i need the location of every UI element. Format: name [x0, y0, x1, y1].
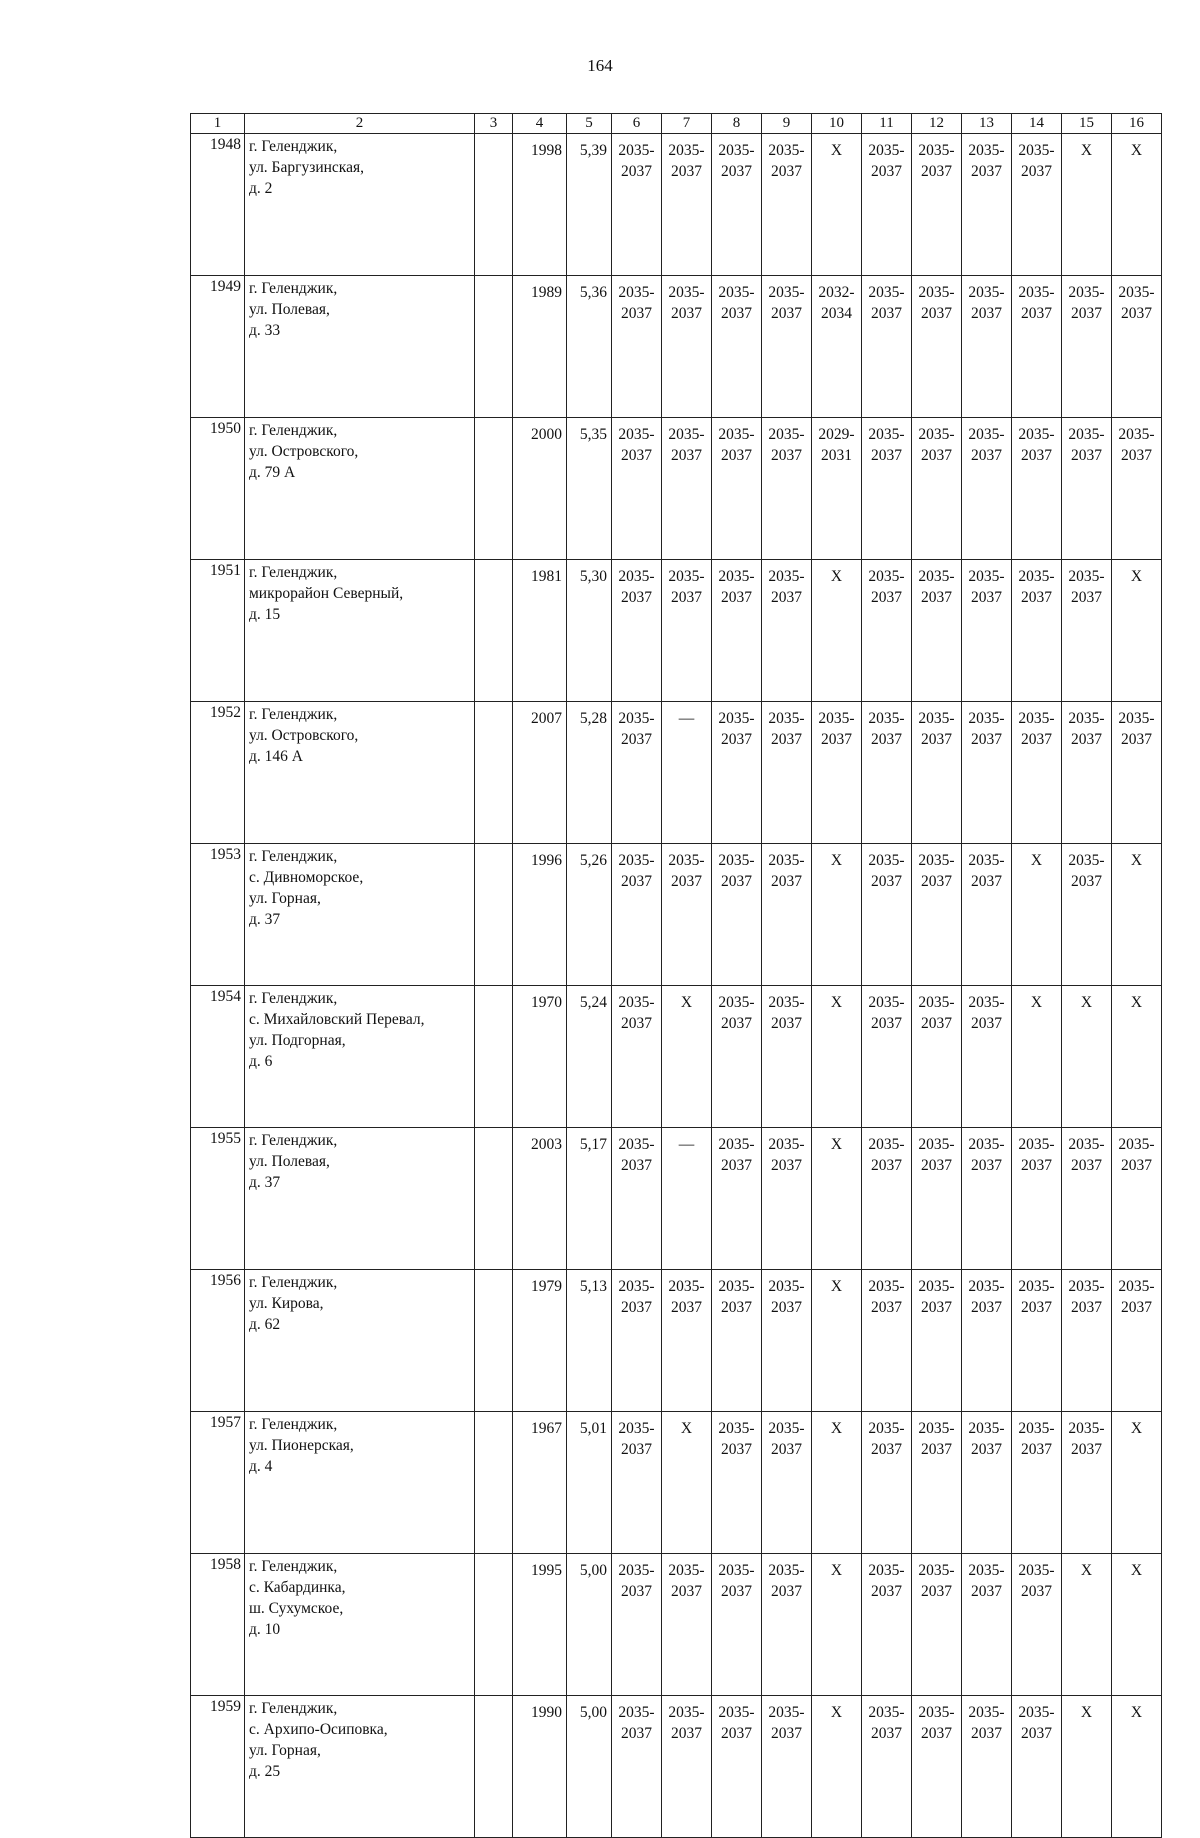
- row-number: 1955: [191, 1128, 245, 1270]
- period-cell: 2035- 2037: [962, 1128, 1012, 1270]
- period-cell: X: [812, 560, 862, 702]
- address-line: д. 2: [249, 180, 273, 197]
- period-cell: 2035- 2037: [962, 1554, 1012, 1696]
- row-number: 1954: [191, 986, 245, 1128]
- period-cell: 2035- 2037: [962, 1412, 1012, 1554]
- address-line: с. Дивноморское,: [249, 869, 364, 886]
- period-cell: 2029- 2031: [812, 418, 862, 560]
- year-cell: 1970: [513, 986, 567, 1128]
- period-cell: 2035- 2037: [712, 560, 762, 702]
- period-cell: X: [1062, 134, 1112, 276]
- period-cell: 2035- 2037: [712, 1554, 762, 1696]
- period-cell: 2035- 2037: [662, 134, 712, 276]
- value-cell: 5,36: [567, 276, 612, 418]
- year-cell: 1981: [513, 560, 567, 702]
- column-3-cell: [475, 1412, 513, 1554]
- period-cell: 2035- 2037: [612, 418, 662, 560]
- period-cell: 2035- 2037: [1012, 560, 1062, 702]
- period-cell: 2035- 2037: [1012, 1696, 1062, 1838]
- period-cell: 2035- 2037: [912, 702, 962, 844]
- period-cell: 2035- 2037: [712, 1128, 762, 1270]
- address-line: с. Михайловский Перевал,: [249, 1011, 425, 1028]
- period-cell: 2035- 2037: [762, 560, 812, 702]
- address-cell: [245, 1128, 475, 1270]
- value-cell: 5,28: [567, 702, 612, 844]
- period-cell: 2035- 2037: [1112, 1128, 1162, 1270]
- address-line: с. Кабардинка,: [249, 1579, 346, 1596]
- period-cell: 2035- 2037: [912, 1412, 962, 1554]
- value-cell: 5,13: [567, 1270, 612, 1412]
- period-cell: 2035- 2037: [1062, 1412, 1112, 1554]
- period-cell: 2035- 2037: [1012, 1412, 1062, 1554]
- period-cell: 2035- 2037: [962, 560, 1012, 702]
- period-cell: 2035- 2037: [1062, 418, 1112, 560]
- address-line: ул. Горная,: [249, 890, 321, 907]
- address-cell: [245, 560, 475, 702]
- year-cell: 1979: [513, 1270, 567, 1412]
- period-cell: 2035- 2037: [612, 986, 662, 1128]
- period-cell: 2035- 2037: [912, 1696, 962, 1838]
- period-cell: 2035- 2037: [1112, 276, 1162, 418]
- address-line: г. Геленджик,: [249, 848, 338, 865]
- table-row: [191, 702, 1162, 844]
- period-cell: X: [1012, 844, 1062, 986]
- period-cell: 2035- 2037: [862, 560, 912, 702]
- column-header: 10: [812, 114, 862, 134]
- column-header: 12: [912, 114, 962, 134]
- address-cell: [245, 986, 475, 1128]
- period-cell: X: [812, 844, 862, 986]
- period-cell: 2035- 2037: [912, 1554, 962, 1696]
- period-cell: 2035- 2037: [1012, 1554, 1062, 1696]
- period-cell: X: [1112, 1696, 1162, 1838]
- period-cell: 2035- 2037: [912, 844, 962, 986]
- period-cell: 2035- 2037: [912, 986, 962, 1128]
- address-line: д. 6: [249, 1053, 273, 1070]
- table-row: [191, 276, 1162, 418]
- period-cell: 2035- 2037: [1012, 276, 1062, 418]
- address-line: г. Геленджик,: [249, 422, 338, 439]
- period-cell: 2035- 2037: [862, 844, 912, 986]
- period-cell: X: [1112, 1554, 1162, 1696]
- address-line: ш. Сухумское,: [249, 1600, 344, 1617]
- period-cell: 2032- 2034: [812, 276, 862, 418]
- row-number: 1958: [191, 1554, 245, 1696]
- address-cell: [245, 702, 475, 844]
- period-cell: 2035- 2037: [1012, 418, 1062, 560]
- period-cell: 2035- 2037: [912, 1270, 962, 1412]
- period-cell: 2035- 2037: [662, 1696, 712, 1838]
- column-3-cell: [475, 418, 513, 560]
- period-cell: 2035- 2037: [962, 276, 1012, 418]
- address-line: ул. Подгорная,: [249, 1032, 346, 1049]
- period-cell: 2035- 2037: [662, 276, 712, 418]
- column-header: 9: [762, 114, 812, 134]
- year-cell: 1990: [513, 1696, 567, 1838]
- table-row: [191, 1554, 1162, 1696]
- period-cell: 2035- 2037: [612, 1128, 662, 1270]
- period-cell: 2035- 2037: [712, 702, 762, 844]
- period-cell: 2035- 2037: [712, 1270, 762, 1412]
- column-header: 15: [1062, 114, 1112, 134]
- address-line: г. Геленджик,: [249, 1132, 338, 1149]
- table-row: [191, 1696, 1162, 1838]
- period-cell: X: [812, 1128, 862, 1270]
- column-3-cell: [475, 1270, 513, 1412]
- period-cell: 2035- 2037: [1112, 418, 1162, 560]
- table-row: [191, 844, 1162, 986]
- address-line: г. Геленджик,: [249, 138, 338, 155]
- period-cell: 2035- 2037: [862, 1696, 912, 1838]
- column-header: 5: [567, 114, 612, 134]
- period-cell: 2035- 2037: [962, 134, 1012, 276]
- address-line: д. 33: [249, 322, 281, 339]
- period-cell: 2035- 2037: [612, 276, 662, 418]
- period-cell: 2035- 2037: [762, 986, 812, 1128]
- period-cell: 2035- 2037: [1062, 1270, 1112, 1412]
- row-number: 1951: [191, 560, 245, 702]
- row-number: 1957: [191, 1412, 245, 1554]
- period-cell: X: [1112, 1412, 1162, 1554]
- period-cell: X: [662, 986, 712, 1128]
- address-line: д. 25: [249, 1763, 281, 1780]
- period-cell: 2035- 2037: [912, 418, 962, 560]
- column-header: 4: [513, 114, 567, 134]
- period-cell: X: [1062, 1696, 1112, 1838]
- table-row: [191, 1412, 1162, 1554]
- address-cell: [245, 276, 475, 418]
- column-header: 2: [245, 114, 475, 134]
- address-line: г. Геленджик,: [249, 1274, 338, 1291]
- period-cell: 2035- 2037: [1112, 1270, 1162, 1412]
- value-cell: 5,00: [567, 1696, 612, 1838]
- value-cell: 5,26: [567, 844, 612, 986]
- address-cell: [245, 1554, 475, 1696]
- year-cell: 1967: [513, 1412, 567, 1554]
- address-line: г. Геленджик,: [249, 1558, 338, 1575]
- address-line: г. Геленджик,: [249, 706, 338, 723]
- period-cell: 2035- 2037: [762, 1554, 812, 1696]
- value-cell: 5,24: [567, 986, 612, 1128]
- period-cell: X: [812, 1554, 862, 1696]
- period-cell: 2035- 2037: [612, 844, 662, 986]
- row-number: 1959: [191, 1696, 245, 1838]
- registry-table: [190, 113, 1162, 1838]
- address-line: д. 15: [249, 606, 281, 623]
- year-cell: 1995: [513, 1554, 567, 1696]
- value-cell: 5,30: [567, 560, 612, 702]
- period-cell: 2035- 2037: [762, 134, 812, 276]
- column-header: 8: [712, 114, 762, 134]
- period-cell: X: [812, 134, 862, 276]
- period-cell: 2035- 2037: [912, 276, 962, 418]
- page-number: 164: [587, 56, 613, 75]
- address-line: ул. Островского,: [249, 727, 359, 744]
- address-line: д. 10: [249, 1621, 281, 1638]
- period-cell: 2035- 2037: [662, 1554, 712, 1696]
- column-header: 14: [1012, 114, 1062, 134]
- period-cell: 2035- 2037: [762, 1696, 812, 1838]
- period-cell: 2035- 2037: [862, 418, 912, 560]
- address-line: ул. Островского,: [249, 443, 359, 460]
- period-cell: 2035- 2037: [962, 702, 1012, 844]
- address-cell: [245, 134, 475, 276]
- period-cell: X: [1062, 986, 1112, 1128]
- column-3-cell: [475, 1554, 513, 1696]
- value-cell: 5,35: [567, 418, 612, 560]
- period-cell: 2035- 2037: [1062, 702, 1112, 844]
- period-cell: 2035- 2037: [912, 1128, 962, 1270]
- row-number: 1950: [191, 418, 245, 560]
- period-cell: 2035- 2037: [962, 1270, 1012, 1412]
- table-row: [191, 986, 1162, 1128]
- address-line: г. Геленджик,: [249, 1700, 338, 1717]
- address-line: ул. Кирова,: [249, 1295, 324, 1312]
- year-cell: 1989: [513, 276, 567, 418]
- value-cell: 5,39: [567, 134, 612, 276]
- period-cell: 2035- 2037: [862, 702, 912, 844]
- address-line: д. 37: [249, 1174, 281, 1191]
- column-header: 6: [612, 114, 662, 134]
- row-number: 1948: [191, 134, 245, 276]
- period-cell: X: [812, 1696, 862, 1838]
- column-header: 3: [475, 114, 513, 134]
- address-line: г. Геленджик,: [249, 1416, 338, 1433]
- period-cell: 2035- 2037: [962, 1696, 1012, 1838]
- period-cell: 2035- 2037: [612, 702, 662, 844]
- period-cell: 2035- 2037: [612, 134, 662, 276]
- address-line: ул. Пионерская,: [249, 1437, 354, 1454]
- address-cell: [245, 418, 475, 560]
- period-cell: 2035- 2037: [662, 560, 712, 702]
- period-cell: 2035- 2037: [1112, 702, 1162, 844]
- period-cell: 2035- 2037: [662, 1270, 712, 1412]
- period-cell: X: [662, 1412, 712, 1554]
- period-cell: 2035- 2037: [612, 1412, 662, 1554]
- address-line: с. Архипо-Осиповка,: [249, 1721, 388, 1738]
- period-cell: 2035- 2037: [712, 1696, 762, 1838]
- period-cell: 2035- 2037: [962, 986, 1012, 1128]
- address-cell: [245, 1696, 475, 1838]
- column-header-row: [191, 114, 1162, 134]
- period-cell: 2035- 2037: [1062, 1128, 1112, 1270]
- period-cell: 2035- 2037: [612, 1554, 662, 1696]
- period-cell: 2035- 2037: [662, 418, 712, 560]
- period-cell: 2035- 2037: [762, 1270, 812, 1412]
- period-cell: 2035- 2037: [712, 134, 762, 276]
- period-cell: 2035- 2037: [1012, 134, 1062, 276]
- row-number: 1956: [191, 1270, 245, 1412]
- period-cell: 2035- 2037: [762, 702, 812, 844]
- row-number: 1953: [191, 844, 245, 986]
- address-line: д. 37: [249, 911, 281, 928]
- period-cell: 2035- 2037: [912, 560, 962, 702]
- period-cell: 2035- 2037: [862, 986, 912, 1128]
- table-row: [191, 1128, 1162, 1270]
- row-number: 1952: [191, 702, 245, 844]
- period-cell: X: [1112, 844, 1162, 986]
- period-cell: 2035- 2037: [612, 1696, 662, 1838]
- period-cell: 2035- 2037: [762, 844, 812, 986]
- address-cell: [245, 844, 475, 986]
- address-line: ул. Полевая,: [249, 1153, 330, 1170]
- period-cell: —: [662, 702, 712, 844]
- year-cell: 2007: [513, 702, 567, 844]
- column-3-cell: [475, 560, 513, 702]
- period-cell: 2035- 2037: [1062, 560, 1112, 702]
- period-cell: X: [1062, 1554, 1112, 1696]
- column-header: 16: [1112, 114, 1162, 134]
- year-cell: 2000: [513, 418, 567, 560]
- period-cell: 2035- 2037: [712, 1412, 762, 1554]
- period-cell: X: [812, 986, 862, 1128]
- period-cell: 2035- 2037: [762, 1412, 812, 1554]
- value-cell: 5,17: [567, 1128, 612, 1270]
- address-line: г. Геленджик,: [249, 280, 338, 297]
- period-cell: 2035- 2037: [712, 276, 762, 418]
- column-3-cell: [475, 1128, 513, 1270]
- period-cell: 2035- 2037: [962, 844, 1012, 986]
- address-line: д. 62: [249, 1316, 281, 1333]
- period-cell: 2035- 2037: [662, 844, 712, 986]
- column-header: 13: [962, 114, 1012, 134]
- period-cell: X: [812, 1270, 862, 1412]
- period-cell: 2035- 2037: [1012, 1128, 1062, 1270]
- address-line: д. 79 А: [249, 464, 296, 481]
- period-cell: 2035- 2037: [812, 702, 862, 844]
- address-line: д. 4: [249, 1458, 273, 1475]
- value-cell: 5,01: [567, 1412, 612, 1554]
- period-cell: X: [1112, 986, 1162, 1128]
- address-line: г. Геленджик,: [249, 564, 338, 581]
- period-cell: 2035- 2037: [862, 1554, 912, 1696]
- period-cell: 2035- 2037: [762, 276, 812, 418]
- column-header: 11: [862, 114, 912, 134]
- address-line: ул. Полевая,: [249, 301, 330, 318]
- period-cell: 2035- 2037: [712, 986, 762, 1128]
- table-row: [191, 560, 1162, 702]
- period-cell: 2035- 2037: [912, 134, 962, 276]
- year-cell: 1998: [513, 134, 567, 276]
- period-cell: 2035- 2037: [862, 1412, 912, 1554]
- period-cell: 2035- 2037: [762, 418, 812, 560]
- column-header: 1: [191, 114, 245, 134]
- period-cell: X: [812, 1412, 862, 1554]
- period-cell: —: [662, 1128, 712, 1270]
- address-line: микрорайон Северный,: [249, 585, 404, 602]
- period-cell: 2035- 2037: [862, 276, 912, 418]
- table-row: [191, 418, 1162, 560]
- period-cell: X: [1112, 560, 1162, 702]
- year-cell: 1996: [513, 844, 567, 986]
- period-cell: 2035- 2037: [712, 844, 762, 986]
- period-cell: X: [1012, 986, 1062, 1128]
- column-3-cell: [475, 844, 513, 986]
- column-3-cell: [475, 134, 513, 276]
- period-cell: 2035- 2037: [862, 1270, 912, 1412]
- column-header: 7: [662, 114, 712, 134]
- row-number: 1949: [191, 276, 245, 418]
- column-3-cell: [475, 276, 513, 418]
- column-3-cell: [475, 1696, 513, 1838]
- period-cell: 2035- 2037: [712, 418, 762, 560]
- table-body: [191, 114, 1162, 1838]
- period-cell: 2035- 2037: [762, 1128, 812, 1270]
- period-cell: 2035- 2037: [612, 1270, 662, 1412]
- period-cell: 2035- 2037: [1012, 702, 1062, 844]
- address-cell: [245, 1412, 475, 1554]
- address-line: д. 146 А: [249, 748, 303, 765]
- period-cell: 2035- 2037: [1062, 276, 1112, 418]
- value-cell: 5,00: [567, 1554, 612, 1696]
- period-cell: 2035- 2037: [1012, 1270, 1062, 1412]
- table-row: [191, 134, 1162, 276]
- period-cell: 2035- 2037: [1062, 844, 1112, 986]
- period-cell: 2035- 2037: [612, 560, 662, 702]
- period-cell: 2035- 2037: [962, 418, 1012, 560]
- address-line: г. Геленджик,: [249, 990, 338, 1007]
- table-row: [191, 1270, 1162, 1412]
- address-line: ул. Баргузинская,: [249, 159, 364, 176]
- address-line: ул. Горная,: [249, 1742, 321, 1759]
- year-cell: 2003: [513, 1128, 567, 1270]
- period-cell: 2035- 2037: [862, 134, 912, 276]
- column-3-cell: [475, 986, 513, 1128]
- period-cell: X: [1112, 134, 1162, 276]
- column-3-cell: [475, 702, 513, 844]
- period-cell: 2035- 2037: [862, 1128, 912, 1270]
- address-cell: [245, 1270, 475, 1412]
